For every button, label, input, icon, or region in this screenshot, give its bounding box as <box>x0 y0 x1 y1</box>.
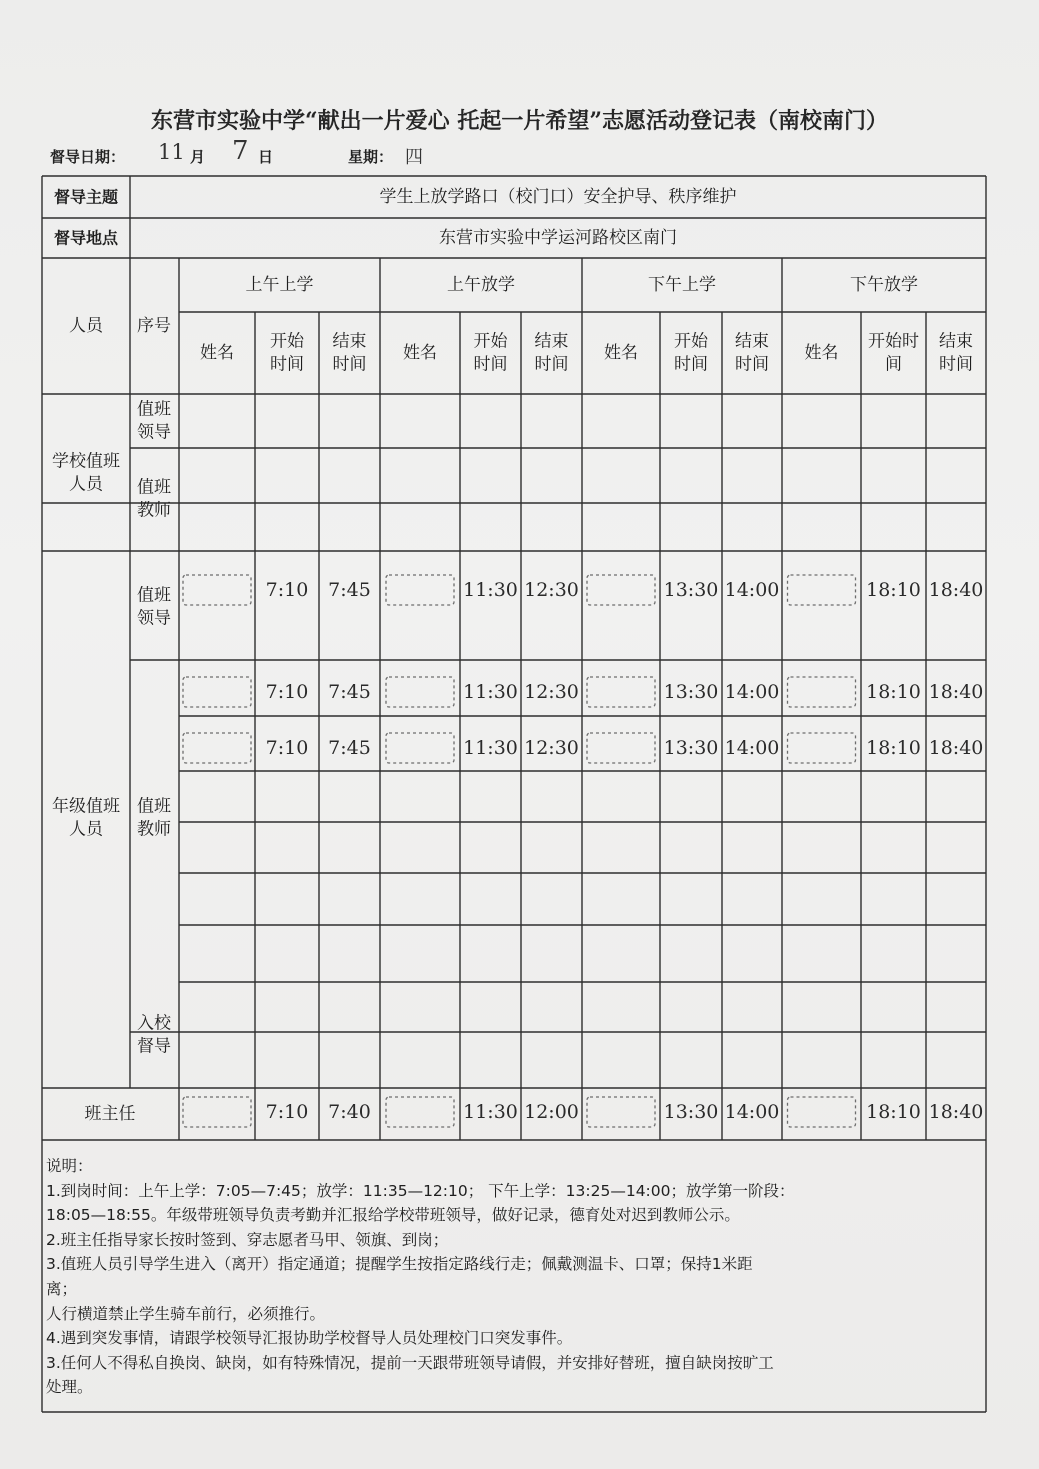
col-start-header: 间 <box>885 354 902 375</box>
teacher-2-signature <box>788 733 856 763</box>
period-header: 上午放学 <box>447 275 515 295</box>
teacher-2-signature <box>587 733 655 763</box>
col-start-header: 开始 <box>473 331 508 352</box>
teacher-2-end-time: 14:00 <box>724 737 780 759</box>
grade-duty-label: 年级值班 <box>52 796 120 817</box>
weekday-value: 四 <box>405 147 423 168</box>
head-teacher-signature <box>183 1097 251 1127</box>
day-label: 日 <box>258 148 274 166</box>
grade-leader-end-time: 14:00 <box>724 579 780 601</box>
teacher-2-end-time: 18:40 <box>928 737 984 759</box>
notes-line: 离； <box>46 1279 78 1298</box>
head-teacher-start-time: 11:30 <box>463 1101 518 1123</box>
head-teacher-end-time: 18:40 <box>928 1101 984 1123</box>
grade-leader-end-time: 18:40 <box>928 579 984 601</box>
school-duty-teacher-label: 教师 <box>137 500 171 521</box>
teacher-1-start-time: 18:10 <box>866 681 921 703</box>
grade-leader-signature <box>788 575 856 605</box>
place-value: 东营市实验中学运河路校区南门 <box>439 228 677 248</box>
notes-line: 18:05—18:55。年级带班领导负责考勤并汇报给学校带班领导，做好记录，德育处对迟到教师公示。 <box>46 1206 740 1225</box>
head-teacher-end-time: 7:40 <box>328 1101 371 1123</box>
school-duty-label: 学校值班 <box>52 451 120 472</box>
theme-label: 督导主题 <box>53 187 119 207</box>
period-header: 下午上学 <box>648 275 716 295</box>
school-duty-teacher-label: 值班 <box>137 477 171 498</box>
teacher-1-signature <box>386 677 454 707</box>
head-teacher-start-time: 18:10 <box>866 1101 921 1123</box>
col-end-header: 结束 <box>534 331 569 352</box>
col-end-header: 时间 <box>332 354 367 375</box>
grade-leader-signature <box>386 575 454 605</box>
head-teacher-signature <box>587 1097 655 1127</box>
head-teacher-signature <box>788 1097 856 1127</box>
entry-supervision-label: 入校 <box>137 1013 171 1034</box>
col-start-header: 时间 <box>473 354 508 375</box>
col-start-header: 开始时 <box>868 331 919 352</box>
teacher-2-start-time: 11:30 <box>463 737 518 759</box>
theme-value: 学生上放学路口（校门口）安全护导、秩序维护 <box>379 187 737 207</box>
grade-duty-teacher-label: 教师 <box>137 819 171 840</box>
teacher-2-end-time: 12:30 <box>524 737 579 759</box>
col-name-header: 姓名 <box>604 343 638 363</box>
grade-duty-teacher-label: 值班 <box>137 796 171 817</box>
teacher-1-signature <box>587 677 655 707</box>
day-value: 7 <box>232 136 249 166</box>
table-labels <box>52 187 973 1124</box>
col-end-header: 结束 <box>735 331 769 352</box>
teacher-2-start-time: 13:30 <box>663 737 719 759</box>
place-label: 督导地点 <box>53 228 119 248</box>
col-name-header: 姓名 <box>804 343 839 363</box>
grade-leader-end-time: 7:45 <box>328 579 371 601</box>
col-start-header: 时间 <box>674 354 708 375</box>
grade-duty-label: 人员 <box>69 819 103 840</box>
grade-leader-start-time: 18:10 <box>866 579 921 601</box>
grade-leader-signature <box>183 575 251 605</box>
notes-line: 1.到岗时间：上午上学：7:05—7:45；放学：11:35—12:10； 下午上学：13:25—14:00；放学第一阶段： <box>46 1181 795 1200</box>
head-teacher-label: 班主任 <box>84 1104 136 1124</box>
teacher-1-end-time: 14:00 <box>724 681 780 703</box>
teacher-1-signature <box>183 677 251 707</box>
notes-line: 人行横道禁止学生骑车前行，必须推行。 <box>46 1304 326 1323</box>
teacher-1-start-time: 11:30 <box>463 681 518 703</box>
teacher-1-end-time: 7:45 <box>328 681 371 703</box>
head-teacher-end-time: 12:00 <box>524 1101 579 1123</box>
col-start-header: 时间 <box>270 354 304 375</box>
grade-leader-end-time: 12:30 <box>524 579 579 601</box>
notes-line: 3.值班人员引导学生进入（离开）指定通道；提醒学生按指定路线行走；佩戴测温卡、口罩；保持1米距 <box>46 1255 753 1274</box>
school-duty-leader-label: 领导 <box>137 422 171 443</box>
grade-duty-leader-label: 值班 <box>137 585 171 606</box>
teacher-1-start-time: 13:30 <box>663 681 719 703</box>
notes-line: 2.班主任指导家长按时签到、穿志愿者马甲、领旗、到岗； <box>46 1230 449 1249</box>
grade-duty-leader-label: 领导 <box>137 608 171 629</box>
sequence-header: 序号 <box>137 316 171 336</box>
period-header: 下午放学 <box>850 275 918 295</box>
notes-line: 4.遇到突发事情，请跟学校领导汇报协助学校督导人员处理校门口突发事件。 <box>46 1329 573 1348</box>
teacher-1-start-time: 7:10 <box>265 681 309 703</box>
col-end-header: 时间 <box>534 354 569 375</box>
weekday-label: 星期： <box>348 148 394 166</box>
grade-leader-signature <box>587 575 655 605</box>
personnel-header: 人员 <box>69 316 103 336</box>
school-duty-leader-label: 值班 <box>137 399 171 420</box>
col-name-header: 姓名 <box>200 343 234 363</box>
col-start-header: 开始 <box>270 331 304 352</box>
month-value: 11 <box>158 140 185 164</box>
grade-leader-start-time: 7:10 <box>265 579 309 601</box>
head-teacher-signature <box>386 1097 454 1127</box>
col-name-header: 姓名 <box>403 343 437 363</box>
period-header: 上午上学 <box>245 275 314 295</box>
col-end-header: 时间 <box>939 354 973 375</box>
teacher-2-start-time: 7:10 <box>265 737 309 759</box>
notes-section <box>46 1154 971 1400</box>
teacher-2-end-time: 7:45 <box>328 737 371 759</box>
col-end-header: 结束 <box>332 331 367 352</box>
teacher-1-end-time: 12:30 <box>524 681 579 703</box>
date-label: 督导日期： <box>50 148 126 166</box>
head-teacher-start-time: 13:30 <box>663 1101 719 1123</box>
month-label: 月 <box>190 148 206 166</box>
col-start-header: 开始 <box>674 331 708 352</box>
teacher-2-signature <box>386 733 454 763</box>
grade-leader-start-time: 13:30 <box>663 579 719 601</box>
teacher-2-signature <box>183 733 251 763</box>
handwritten-entries <box>183 575 983 1127</box>
teacher-1-end-time: 18:40 <box>928 681 984 703</box>
col-end-header: 时间 <box>735 354 769 375</box>
entry-supervision-label: 督导 <box>137 1036 171 1057</box>
head-teacher-end-time: 14:00 <box>724 1101 780 1123</box>
form-title: 东营市实验中学“献出一片爱心 托起一片希望”志愿活动登记表（南校南门） <box>151 108 888 134</box>
teacher-2-start-time: 18:10 <box>866 737 921 759</box>
col-end-header: 结束 <box>939 331 973 352</box>
notes-line: 说明： <box>46 1157 93 1175</box>
notes-line: 3.任何人不得私自换岗、缺岗，如有特殊情况，提前一天跟带班领导请假，并安排好替班，擅自缺岗按旷工 <box>46 1353 774 1372</box>
head-teacher-start-time: 7:10 <box>265 1101 309 1123</box>
notes-line: 处理。 <box>46 1378 93 1397</box>
grade-leader-start-time: 11:30 <box>463 579 518 601</box>
teacher-1-signature <box>788 677 856 707</box>
school-duty-label: 人员 <box>69 474 103 495</box>
